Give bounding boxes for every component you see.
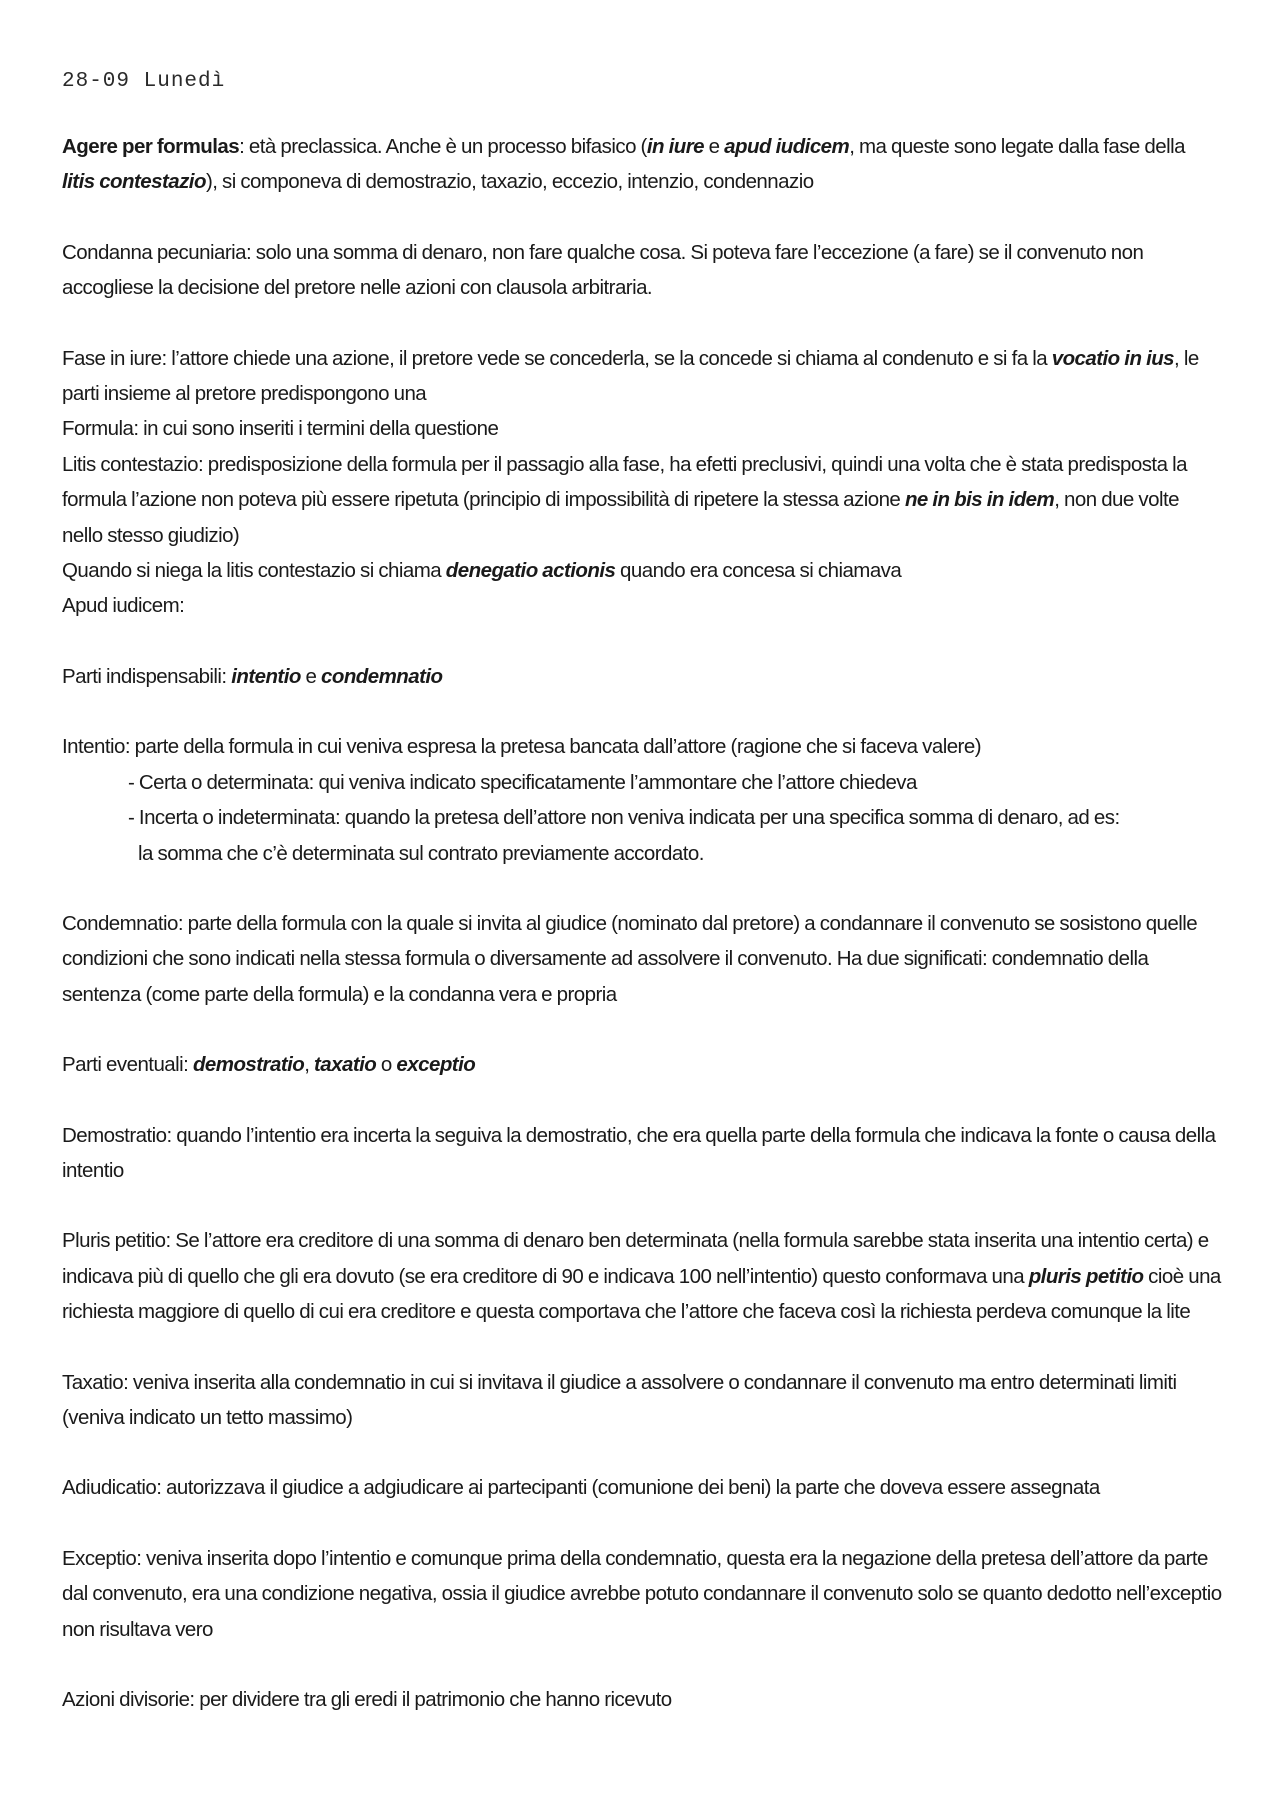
paragraph-exceptio: Exceptio: veniva inserita dopo l’intentio e comunque prima della condemnatio, questa era la negazione della pretesa dell’attore da parte dal convenuto, era una condizione negativa, ossia il giudice avrebbe potuto condannare il convenuto solo se quanto dedotto nell’exceptio non risultava vero: [62, 1546, 1222, 1641]
text-span: o: [376, 1053, 397, 1077]
list-item-incerta: - Incerta o indeterminata: quando la pretesa dell’attore non veniva indicata per una specifica somma di denaro, ad es:: [128, 806, 1120, 830]
text-span: ), si componeva di demostrazio, taxazio, eccezio, intenzio, condennazio: [205, 170, 814, 194]
text-span: cioè una richiesta maggiore di quello di cui era creditore e questa comportava che l’attore che faceva così la richiesta perdeva comunque la lite: [62, 1264, 1221, 1324]
term-in-iure: in iure: [646, 135, 705, 158]
paragraph-intentio: Intentio: parte della formula in cui veniva espresa la pretesa bancata dall’attore (ragione che si faceva valere): [62, 735, 981, 759]
document-page: [62, 70, 1222, 1717]
term-denegatio-actionis: denegatio actionis: [445, 559, 616, 583]
text-span: , non due volte nello stesso giudizio): [62, 488, 1179, 547]
paragraph-litis-contestazio: [62, 447, 1222, 553]
paragraph-agere-per-formulas: [62, 129, 1222, 200]
text-span: e: [704, 135, 725, 158]
paragraph-apud-iudicem: Apud iudicem:: [62, 594, 185, 618]
paragraph-formula: Formula: in cui sono inseriti i termini della questione: [62, 417, 499, 441]
paragraph-adiudicatio: Adiudicatio: autorizzava il giudice a adgiudicare ai partecipanti (comunione dei beni) la parte che doveva essere assegnata: [62, 1476, 1100, 1500]
term-vocatio-in-ius: vocatio in ius: [1051, 346, 1175, 370]
text-span: , le parti insieme al pretore predispongono una: [62, 346, 1199, 406]
paragraph-condemnatio: Condemnatio: parte della formula con la quale si invita al giudice (nominato dal pretore) a condannare il convenuto se sosistono quelle condizioni che sono indicati nella stessa formula o diversamente ad assolvere il convenuto. Ha due significati: condemnatio della sentenza (come parte della formula) e la condanna vera e propria: [62, 911, 1198, 1006]
paragraph-azioni-divisorie: Azioni divisorie: per dividere tra gli eredi il patrimonio che hanno ricevuto: [62, 1688, 672, 1711]
term-condemnatio: condemnatio: [321, 664, 443, 688]
term-ne-in-bis-in-idem: ne in bis in idem: [904, 488, 1055, 512]
text-span: quando era concesa si chiamava: [615, 559, 902, 583]
text-span: Parti eventuali:: [62, 1053, 193, 1077]
paragraph-taxatio: Taxatio: veniva inserita alla condemnatio in cui si invitava il giudice a assolvere o condannare il convenuto ma entro determinati limiti (veniva indicato un tetto massimo): [62, 1370, 1177, 1429]
paragraph-parti-eventuali: [62, 1047, 1222, 1082]
paragraph-condanna-pecuniaria: Condanna pecuniaria: solo una somma di denaro, non fare qualche cosa. Si poteva fare l’eccezione (a fare) se il convenuto non accogliese la decisione del pretore nelle azioni con clausola arbitraria.: [62, 240, 1144, 300]
paragraph-demostratio: Demostratio: quando l’intentio era incerta la seguiva la demostratio, che era quella parte della formula che indicava la fonte o causa della intentio: [62, 1123, 1216, 1182]
paragraph-parti-indispensabili: [62, 659, 1222, 694]
paragraph-denegatio: [62, 553, 1222, 588]
text-span: : età preclassica. Anche è un processo bifasico (: [239, 135, 647, 158]
paragraph-pluris-petitio: [62, 1223, 1222, 1329]
term-exceptio: exceptio: [396, 1053, 476, 1077]
text-span: Pluris petitio: Se l’attore era creditore di una somma di denaro ben determinata (nella formula sarebbe stata inserita una intentio certa) e indicava più di quello che gli era dovuto (se era creditore di 90 e indicava 100 nell’intentio) questo conformava una: [62, 1229, 1209, 1288]
term-demostratio: demostratio: [192, 1053, 305, 1077]
term-litis-contestazio: litis contestazio: [62, 170, 206, 194]
term-agere-per-formulas: Agere per formulas: [62, 135, 240, 158]
list-item-incerta-continued: la somma che c’è determinata sul contrato previamente accordato.: [138, 841, 704, 865]
term-pluris-petitio: pluris petitio: [1028, 1264, 1144, 1288]
term-intentio: intentio: [231, 664, 301, 688]
term-apud-iudicem: apud iudicem: [724, 135, 850, 158]
paragraph-fase-in-iure: [62, 341, 1222, 412]
text-span: Quando si niega la litis contestazio si chiama: [62, 559, 446, 583]
text-span: , ma queste sono legate dalla fase della: [849, 135, 1185, 158]
text-span: Litis contestazio: predisposizione della formula per il passagio alla fase, ha efetti preclusivi, quindi una volta che è stata predisposta la formula l’azione non poteva più essere ripetuta (principio di impossibilità di ripetere la stessa azione: [62, 452, 1187, 512]
page-date: 28-09 Lunedì: [62, 70, 226, 93]
text-span: Fase in iure: l’attore chiede una azione, il pretore vede se concederla, se la concede si chiama al condenuto e si fa la: [62, 346, 1052, 370]
term-taxatio: taxatio: [314, 1053, 377, 1077]
text-span: Parti indispensabili:: [62, 664, 232, 688]
list-item-certa: - Certa o determinata: qui veniva indicato specificatamente l’ammontare che l’attore chiedeva: [128, 770, 917, 794]
text-span: ,: [304, 1053, 315, 1077]
text-span: e: [300, 664, 321, 688]
